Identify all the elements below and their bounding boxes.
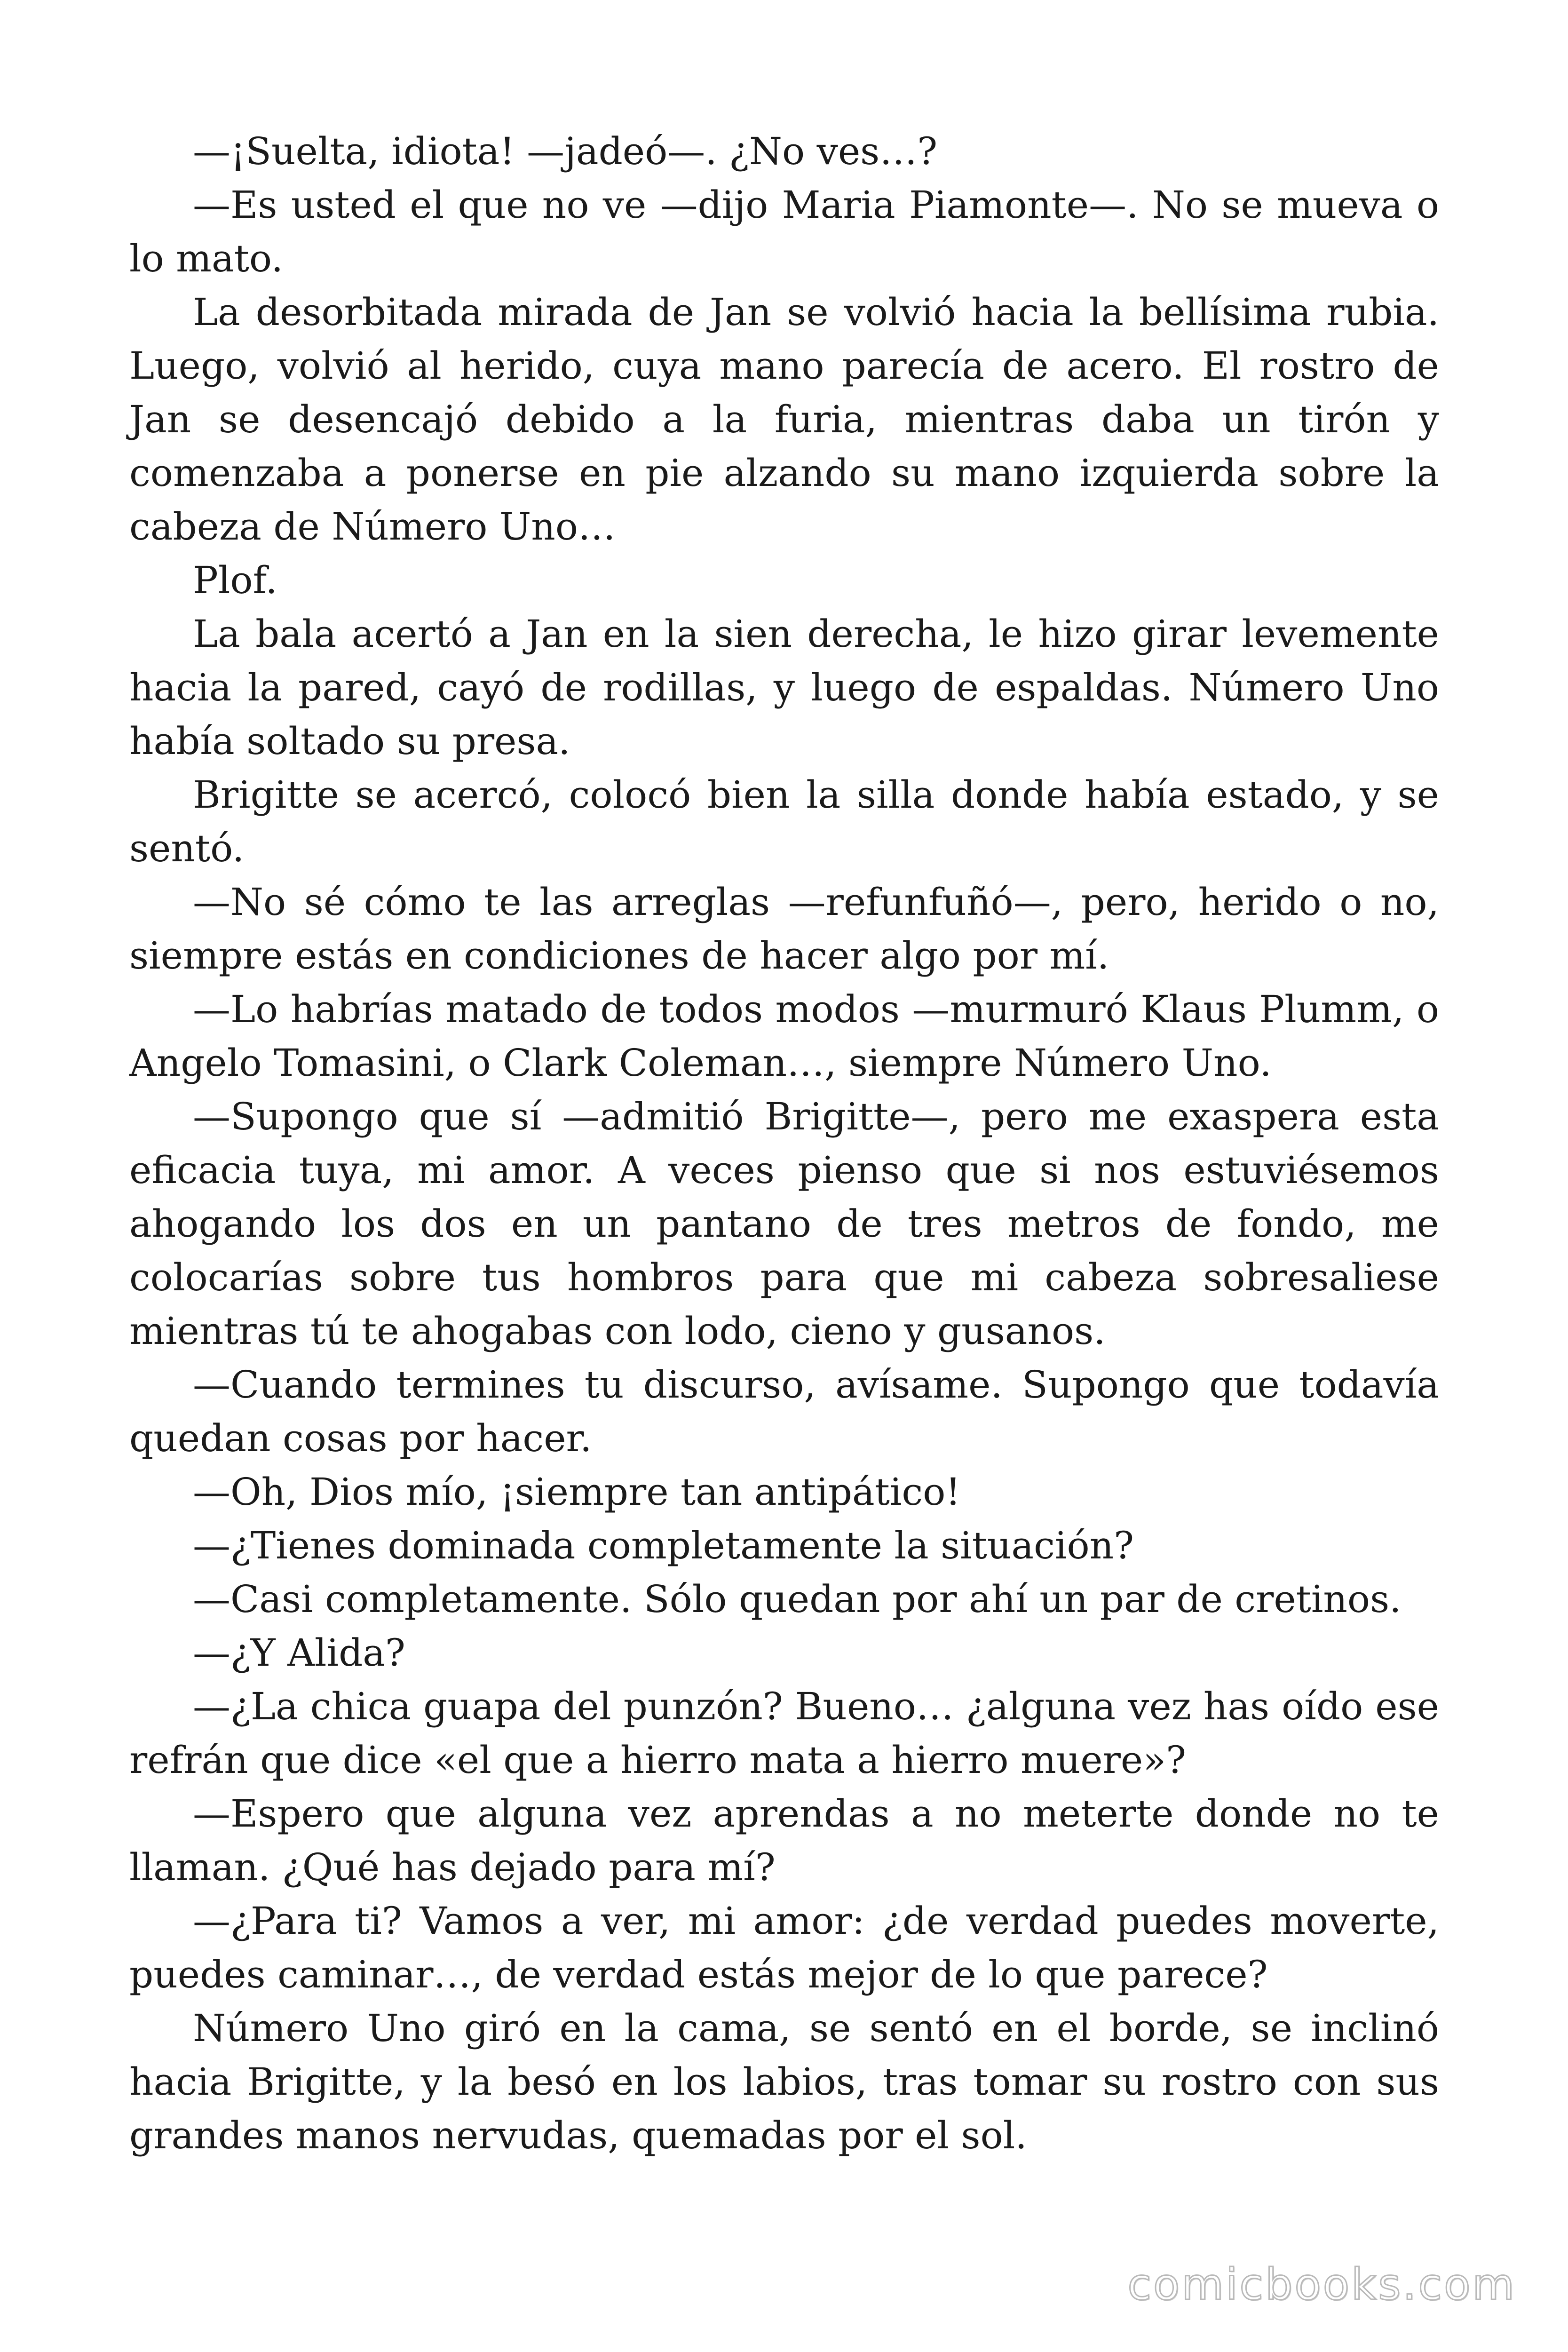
paragraph: —Es usted el que no ve —dijo Maria Piamonte—. No se mueva o lo mato. [129, 183, 1439, 280]
paragraph: La desorbitada mirada de Jan se volvió hacia la bellísima rubia. Luego, volvió al herido, cuya mano parecía de acero. El rostro de Jan se desencajó debido a la furia, mientras daba un tirón y comenzaba a ponerse en pie alzando su mano izquierda sobre la cabeza de Número Uno… [129, 290, 1439, 548]
paragraph: —Lo habrías matado de todos modos —murmuró Klaus Plumm, o Angelo Tomasini, o Clark Coleman…, siempre Número Uno. [129, 987, 1439, 1085]
paragraph: —¿Para ti? Vamos a ver, mi amor: ¿de verdad puedes moverte, puedes caminar…, de verdad estás mejor de lo que parece? [129, 1899, 1439, 1996]
watermark-text: comicbooks.com [1127, 2259, 1516, 2310]
paragraph: —Espero que alguna vez aprendas a no meterte donde no te llaman. ¿Qué has dejado para mí? [129, 1792, 1439, 1889]
paragraph: Número Uno giró en la cama, se sentó en el borde, se inclinó hacia Brigitte, y la besó en los labios, tras tomar su rostro con sus grandes manos nervudas, quemadas por el sol. [129, 2006, 1439, 2157]
paragraph: —Casi completamente. Sólo quedan por ahí un par de cretinos. [193, 1577, 1402, 1621]
paragraph: La bala acertó a Jan en la sien derecha, le hizo girar levemente hacia la pared, cayó de rodillas, y luego de espaldas. Número Uno había soltado su presa. [129, 612, 1439, 763]
paragraph: —No sé cómo te las arreglas —refunfuñó—, pero, herido o no, siempre estás en condiciones de hacer algo por mí. [129, 880, 1439, 977]
paragraph: —Supongo que sí —admitió Brigitte—, pero me exaspera esta eficacia tuya, mi amor. A veces pienso que si nos estuviésemos ahogando los dos en un pantano de tres metros de fondo, me colocarías sobre tus hombros para que mi cabeza sobresaliese mientras tú te ahogabas con lodo, cieno y gusanos. [129, 1095, 1439, 1353]
paragraph: —¿Tienes dominada completamente la situación? [193, 1524, 1134, 1567]
paragraph: —Oh, Dios mío, ¡siempre tan antipático! [193, 1470, 961, 1514]
paragraph: —¡Suelta, idiota! —jadeó—. ¿No ves…? [193, 129, 938, 173]
page-body [129, 125, 1439, 2162]
paragraph: Brigitte se acercó, colocó bien la silla donde había estado, y se sentó. [129, 773, 1439, 870]
paragraph: —¿La chica guapa del punzón? Bueno… ¿alguna vez has oído ese refrán que dice «el que a hierro mata a hierro muere»? [129, 1685, 1439, 1782]
paragraph: —Cuando termines tu discurso, avísame. Supongo que todavía quedan cosas por hacer. [129, 1363, 1439, 1460]
paragraph: —¿Y Alida? [193, 1631, 405, 1675]
paragraph: Plof. [193, 558, 277, 602]
